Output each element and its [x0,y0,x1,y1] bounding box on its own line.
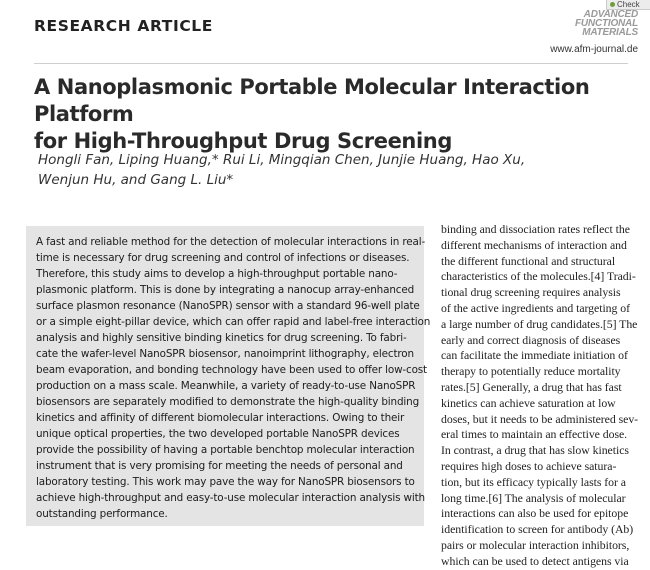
abstract-line: cate the wafer-level NanoSPR biosensor, nanoimprint lithography, electron [36,348,414,360]
body-text-line: tion, but its efficacy typically lasts for a [441,474,626,489]
check-tab-label: Check [617,0,640,9]
abstract-line: analysis and highly sensitive binding kinetics for drug screening. To fabri- [36,332,407,344]
body-text-line: identification to screen for antibody (Ab) [441,522,634,537]
abstract-line: surface plasmon resonance (NanoSPR) sensor with a standard 96-well plate [36,300,420,312]
author-line: Wenjun Hu, and Gang L. Liu* [38,172,234,188]
abstract-line: Therefore, this study aims to develop a high-throughput portable nano- [36,268,398,280]
body-text-line: pairs or molecular interaction inhibitors, [441,537,630,552]
article-title-line: A Nanoplasmonic Portable Molecular Interaction Platform [34,75,590,126]
abstract-line: biosensors are separately modified to demonstrate the high-quality binding [36,396,420,408]
body-text-line: characteristics of the molecules.[4] Tradi- [441,269,636,284]
journal-logo-line: ADVANCED [583,9,638,20]
body-text-line: of the active ingredients and targeting of [441,300,630,315]
section-label: RESEARCH ARTICLE [34,17,213,35]
abstract-line: unique optical properties, the two developed portable NanoSPR devices [36,428,400,440]
body-text-line: which can be used to detect antigens via [441,553,629,568]
journal-logo [575,10,638,37]
body-text-line: can facilitate the immediate initiation of [441,348,628,363]
abstract-line: time is necessary for drug screening and control of infections or diseases. [36,252,410,264]
abstract-box [26,226,431,526]
body-text-line: the different functional and structural [441,253,616,268]
author-list [38,150,558,190]
header-divider [34,63,628,64]
body-text-line: long time.[6] The analysis of molecular [441,490,626,505]
article-title-line: for High-Throughput Drug Screening [34,129,452,153]
body-text-line: requires high doses to achieve satura- [441,458,617,473]
author-line: Hongli Fan, Liping Huang,* Rui Li, Mingqian Chen, Junjie Huang, Hao Xu, [38,152,526,168]
journal-logo-line: MATERIALS [582,27,638,38]
body-text-line: different mechanisms of interaction and [441,237,627,252]
body-text-line: binding and dissociation rates reflect the [441,222,630,236]
abstract-line: A fast and reliable method for the detection of molecular interactions in real- [36,236,426,248]
body-text-line: tional drug screening requires analysis [441,285,621,300]
abstract-line: outstanding performance. [36,508,168,520]
abstract-line: plasmonic platform. This is done by integrating a nanocup array-enhanced [36,284,415,296]
journal-url[interactable]: www.afm-journal.de [550,44,638,55]
body-text-line: doses, but it needs to be administered sev- [441,411,639,426]
abstract-line: or a simple eight-pillar device, which can offer rapid and label-free interaction [36,316,431,328]
body-text-line: early and correct diagnosis of diseases [441,332,621,347]
check-status-icon [610,2,615,7]
body-text-column [441,222,643,570]
body-text-line: rates.[5] Generally, a drug that has fast [441,379,622,394]
body-text-line: In contrast, a drug that has slow kinetics [441,443,629,458]
abstract-line: instrument that is very promising for meeting the needs of personal and [36,460,403,472]
journal-logo-line: FUNCTIONAL [575,18,638,29]
abstract-line: provide the possibility of having a portable benchtop molecular interaction [36,444,415,456]
abstract-line: achieve high-throughput and easy-to-use molecular interaction analysis with [36,492,425,504]
abstract-line: laboratory testing. This work may pave the way for NanoSPR biosensors to [36,476,415,488]
abstract-line: kinetics and affinity of different biomolecular interactions. Owing to their [36,412,405,424]
abstract-line: production on a mass scale. Meanwhile, a variety of ready-to-use NanoSPR [36,380,416,392]
body-text-line: therapy to potentially reduce mortality [441,364,621,379]
body-text-line: kinetics can achieve saturation at low [441,395,616,410]
abstract-line: beam evaporation, and bonding technology have been used to offer low-cost [36,364,427,376]
body-text-line: interactions can also be used for epitope [441,506,629,521]
body-text-line: a large number of drug candidates.[5] The [441,316,638,331]
article-title [34,74,644,155]
body-text-line: eral times to maintain an effective dose. [441,427,628,442]
